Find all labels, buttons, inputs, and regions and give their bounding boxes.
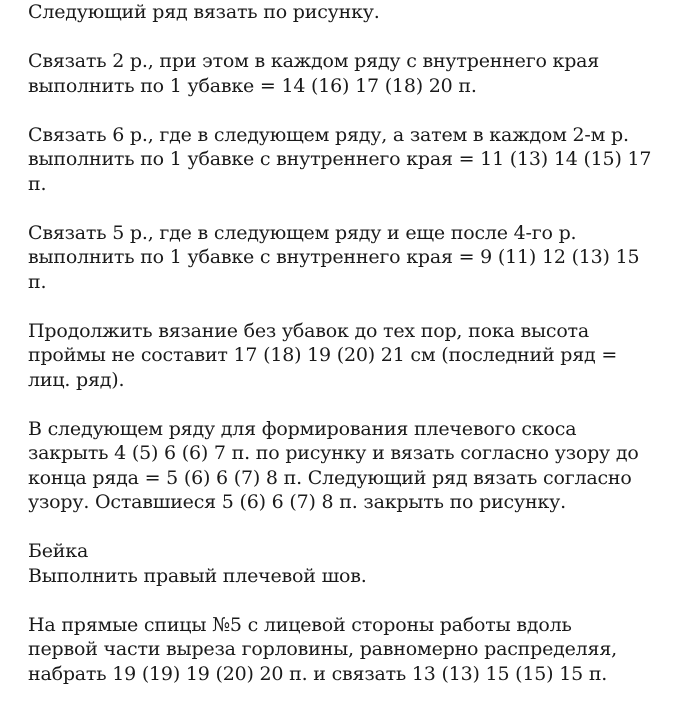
- text-line: В следующем ряду для формирования плечевого скоса: [28, 417, 577, 440]
- paragraph-4: [28, 221, 678, 295]
- text-line: Связать 5 р., где в следующем ряду и еще после 4-го р.: [28, 221, 577, 244]
- paragraph-8: [28, 613, 678, 687]
- text-line: п.: [28, 270, 47, 293]
- text-line: лиц. ряд).: [28, 368, 125, 391]
- text-line: закрыть 4 (5) 6 (6) 7 п. по рисунку и вязать согласно узору до: [28, 442, 639, 464]
- text-line: узору. Оставшиеся 5 (6) 6 (7) 8 п. закрыть по рисунку.: [28, 491, 566, 513]
- document-page: [28, 0, 678, 711]
- text-line: выполнить по 1 убавке = 14 (16) 17 (18) 20 п.: [28, 74, 477, 97]
- paragraph-3: [28, 123, 678, 197]
- text-line: выполнить по 1 убавке с внутреннего края = 11 (13) 14 (15) 17: [28, 148, 652, 170]
- text-line: Продолжить вязание без убавок до тех пор, пока высота: [28, 319, 589, 342]
- text-line: проймы не составит 17 (18) 19 (20) 21 см (последний ряд =: [28, 344, 618, 366]
- text-line: Выполнить правый плечевой шов.: [28, 564, 367, 587]
- text-line: п.: [28, 172, 47, 195]
- paragraph-1: [28, 0, 678, 25]
- paragraph-7: [28, 539, 678, 588]
- paragraph-6: [28, 417, 678, 515]
- text-line: первой части выреза горловины, равномерно распределяя,: [28, 638, 617, 660]
- text-line: На прямые спицы №5 с лицевой стороны работы вдоль: [28, 613, 572, 636]
- text-line: Следующий ряд вязать по рисунку.: [28, 1, 380, 23]
- text-line: набрать 19 (19) 19 (20) 20 п. и связать 13 (13) 15 (15) 15 п.: [28, 662, 608, 685]
- text-line: выполнить по 1 убавке с внутреннего края = 9 (11) 12 (13) 15: [28, 246, 640, 268]
- text-line: Связать 2 р., при этом в каждом ряду с внутреннего края: [28, 50, 600, 72]
- paragraph-2: [28, 49, 678, 98]
- paragraph-5: [28, 319, 678, 393]
- text-line: конца ряда = 5 (6) 6 (7) 8 п. Следующий ряд вязать согласно: [28, 466, 632, 489]
- section-heading: Бейка: [28, 540, 89, 562]
- text-line: Связать 6 р., где в следующем ряду, а затем в каждом 2-м р.: [28, 123, 629, 146]
